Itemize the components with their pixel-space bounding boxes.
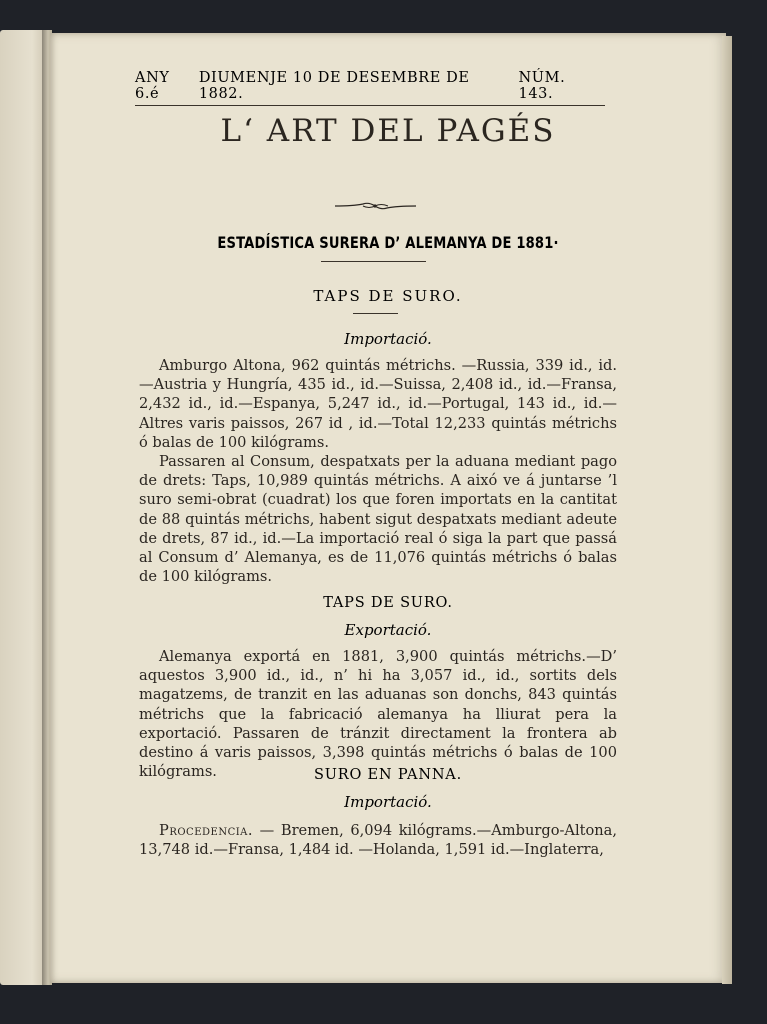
paragraph-exportacio — [139, 647, 617, 781]
paragraph-procedencia — [139, 821, 617, 859]
issue-year: ANY 6.é — [135, 70, 170, 102]
issue-number: NÚM. 143. — [518, 70, 566, 102]
section-heading-2: TAPS DE SURO. — [323, 595, 453, 611]
facing-page — [0, 30, 46, 985]
paragraph-text: Passaren al Consum, despatxats per la aduana mediant pago de drets: Taps, 10,989 quintás métrichs. A aixó ve á juntarse ’l suro semi-obrat (cuadrat) los que foren importats en la cantitat de 88 quintás métrichs, habent sigut despatxats mediant adeute de drets, 87 id., id.—La importació real ó siga la part que passá al Consum d’ Alemanya, es de 11,076 quintás métrichs ó balas de 100 kilógrams. — [139, 453, 617, 586]
paragraph-text: Amburgo Altona, 962 quintás métrichs. —Russia, 339 id., id. —Austria y Hungría, 435 id., id.—Suissa, 2,408 id., id.—Fransa, 2,432 id., id.—Espanya, 5,247 id., id.—Portugal, 143 id., id.—Altres varis paissos, 267 id , id.—Total 12,233 quintás métrichs ó balas de 100 kilógrams. — [139, 357, 617, 451]
paragraph-text: — Bremen, 6,094 kilógrams.—Amburgo-Altona, 13,748 id.—Fransa, 1,484 id. —Holanda, 1,591 id.—Inglaterra, — [139, 822, 618, 859]
subheading-exportacio: Exportació. — [344, 621, 432, 639]
section-heading-1: TAPS DE SURO. — [313, 287, 463, 305]
title-rule — [321, 261, 426, 262]
masthead-title: L‘ ART DEL PAGÉS — [220, 113, 556, 149]
ornament-divider-icon — [333, 201, 418, 211]
page-edge — [722, 36, 732, 984]
lead-label: Procedencia. — [159, 822, 254, 839]
subheading-importacio-2: Importació. — [344, 793, 432, 811]
article-title: ESTADÍSTICA SURERA D’ ALEMANYA DE 1881· — [217, 233, 559, 252]
paragraph-importacio — [139, 356, 617, 586]
book-page — [50, 33, 726, 983]
subheading-importacio-1: Importació. — [344, 330, 432, 348]
running-header — [135, 70, 605, 106]
paragraph-text: Alemanya exportá en 1881, 3,900 quintás métrichs.—D’ aquestos 3,900 id., id., n’ hi ha 3,057 id., id., sortits dels magatzems, de tranzit en las aduanas son donchs, 843 quintás métrichs que la fabricació alemanya ha lliurat pera la exportació. Passaren de tránzit directament la frontera ab destino á varis paissos, 3,398 quintás métrichs ó balas de 100 kilógrams. — [139, 648, 617, 781]
section-rule — [353, 313, 398, 314]
section-heading-3: SURO EN PANNA. — [313, 767, 462, 783]
issue-date: DIUMENJE 10 DE DESEMBRE DE 1882. — [198, 70, 470, 102]
